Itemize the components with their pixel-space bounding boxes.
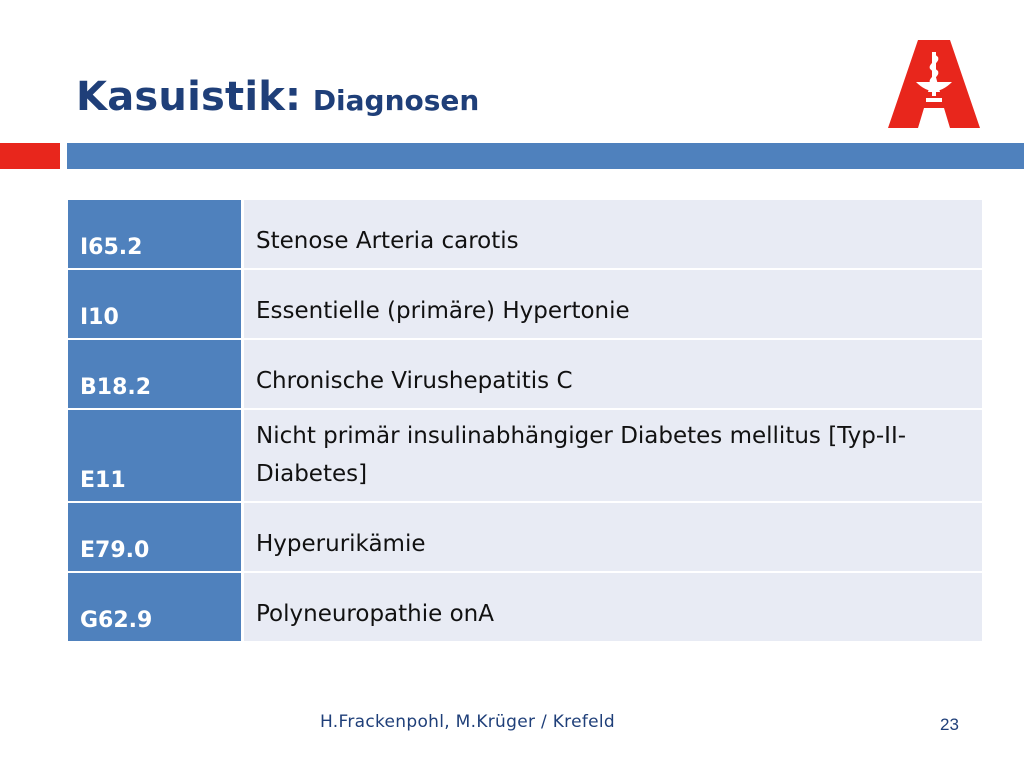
icd-code: G62.9 [68,573,244,643]
table-row [68,340,982,410]
diagnosis-description: Nicht primär insulinabhängiger Diabetes mellitus [Typ-II-Diabetes] [244,410,982,503]
icd-code: B18.2 [68,340,244,410]
table-row [68,270,982,340]
table-row [68,200,982,270]
title-sub: Diagnosen [312,84,480,117]
table-row [68,573,982,643]
icd-code: E79.0 [68,503,244,573]
footer-author: H.Frackenpohl, M.Krüger / Krefeld [320,712,615,732]
icd-code: E11 [68,410,244,503]
diagnosis-description: Chronische Virushepatitis C [244,340,982,410]
diagnosis-description: Stenose Arteria carotis [244,200,982,270]
title-main: Kasuistik: [76,74,302,120]
diagnosis-description: Hyperurikämie [244,503,982,573]
page-number: 23 [940,715,959,734]
apotheke-a-icon [888,38,980,130]
icd-code: I10 [68,270,244,340]
diagnosis-table [68,200,982,643]
header-band-blue [67,143,1024,169]
header-band-red [0,143,60,169]
table-row [68,503,982,573]
diagnosis-description: Essentielle (primäre) Hypertonie [244,270,982,340]
diagnosis-description: Polyneuropathie onA [244,573,982,643]
page-title [76,74,479,120]
icd-code: I65.2 [68,200,244,270]
table-row [68,410,982,503]
